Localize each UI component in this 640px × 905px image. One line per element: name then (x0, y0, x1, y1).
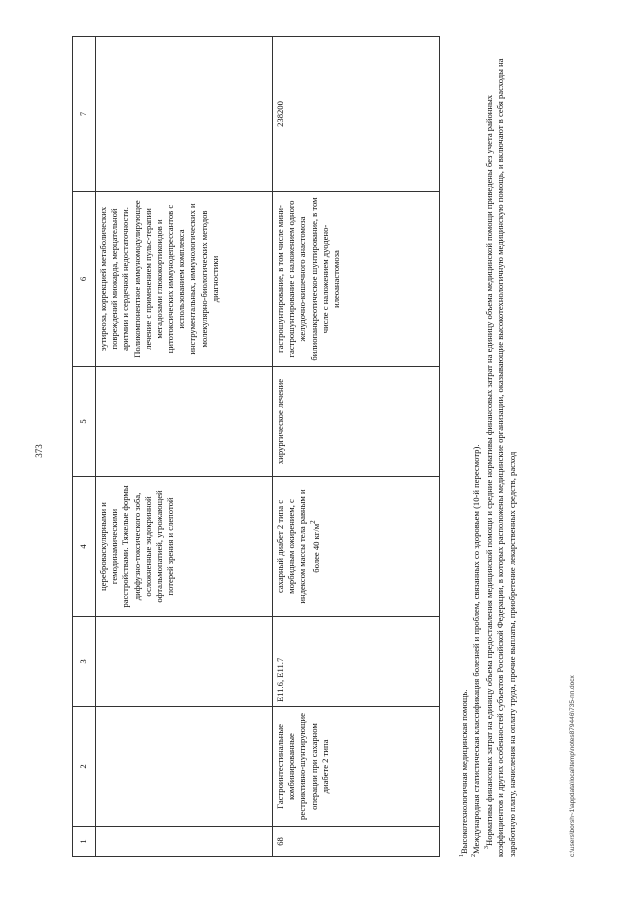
footnote-mark: 2 (471, 854, 478, 857)
col-header-7: 7 (73, 37, 96, 192)
cell-treatment-type (96, 367, 273, 477)
cell-patient-model: цереброваскулярными и гемодинамическими расстройствами. Тяжелые формы диффузно-токсического зоба, осложненные эндокринной офтальмопатией, угрожающей потерей зрения и слепотой (96, 477, 273, 617)
patient-model-text: сахарный диабет 2 типа с морбидным ожирением, с индексом массы тела равным и более 40 кг/м (275, 489, 321, 604)
footnote-text: Высокотехнологичная медицинская помощь. (458, 689, 469, 854)
cell-service-name: Гастроинтестинальные комбинированные рестриктивно-шунтирующие операции при сахарном диабете 2 типа (273, 707, 440, 827)
footnote-1 (458, 57, 470, 857)
footnote-3 (483, 57, 519, 857)
page-number: 373 (34, 444, 44, 458)
cell-icd-code: E11.6, E11.7 (273, 617, 440, 707)
footnote-2 (470, 57, 482, 857)
superscript: 2 (308, 520, 317, 524)
cell-treatment-method: эутиреоза, коррекцией метаболических повреждений миокарда, мерцательной аритмии и сердечной недостаточности. Поликомпонентное иммуномодулирующее лечение с применением пульс-терапии мегадозами глюкокортикоидов и цитотоксических иммунодепрессантов с использованием комплекса инструментальных, иммунологических и молекулярно-биологических методов диагностики (96, 192, 273, 367)
cell-treatment-type: хирургическое лечение (273, 367, 440, 477)
col-header-5: 5 (73, 367, 96, 477)
file-path: c:\users\borsh~1\appdata\local\temp\notes879446\735-пп.docx (569, 675, 576, 857)
rotated-page-content (72, 37, 640, 857)
footnotes (458, 57, 519, 857)
cell-icd-code (96, 617, 273, 707)
col-header-6: 6 (73, 192, 96, 367)
cell-patient-model (273, 477, 440, 617)
services-table (72, 36, 440, 857)
col-header-2: 2 (73, 707, 96, 827)
table-row (273, 37, 440, 857)
col-header-3: 3 (73, 617, 96, 707)
col-header-1: 1 (73, 827, 96, 857)
footnote-mark: 1 (459, 854, 465, 857)
footnote-text: Нормативы финансовых затрат на единицу объема предоставления медицинской помощи и средние нормативы финансовых затрат на единицу объема медицинской помощи приведены без учета районных коэффициентов и других особенностей субъектов Российской Федерации, в которых расположены медицинские организации, оказывающие высокотехнологичную медицинскую помощь, и включают в себя расходы на заработную плату, начисления на оплату труда, прочие выплаты, приобретение лекарственных средств, расход (483, 58, 517, 857)
cell-cost: 238200 (273, 37, 440, 192)
table-row (96, 37, 273, 857)
cell-treatment-method: гастрошунтирование, в том числе мини-гастрошунтирование с наложением одного желудочно-кишечного анастомоза билиопанкреотическое шунтирование, в том числе с наложением дуодено-илеоанастомоза (273, 192, 440, 367)
col-header-4: 4 (73, 477, 96, 617)
cell-number (96, 827, 273, 857)
cell-service-name (96, 707, 273, 827)
footnote-mark: 3 (483, 846, 490, 849)
footnote-text: Международная статистическая классификация болезней и проблем, связанных со здоровьем (10-й пересмотр). (471, 444, 482, 854)
cell-cost (96, 37, 273, 192)
table-header-row (73, 37, 96, 857)
cell-number: 68 (273, 827, 440, 857)
